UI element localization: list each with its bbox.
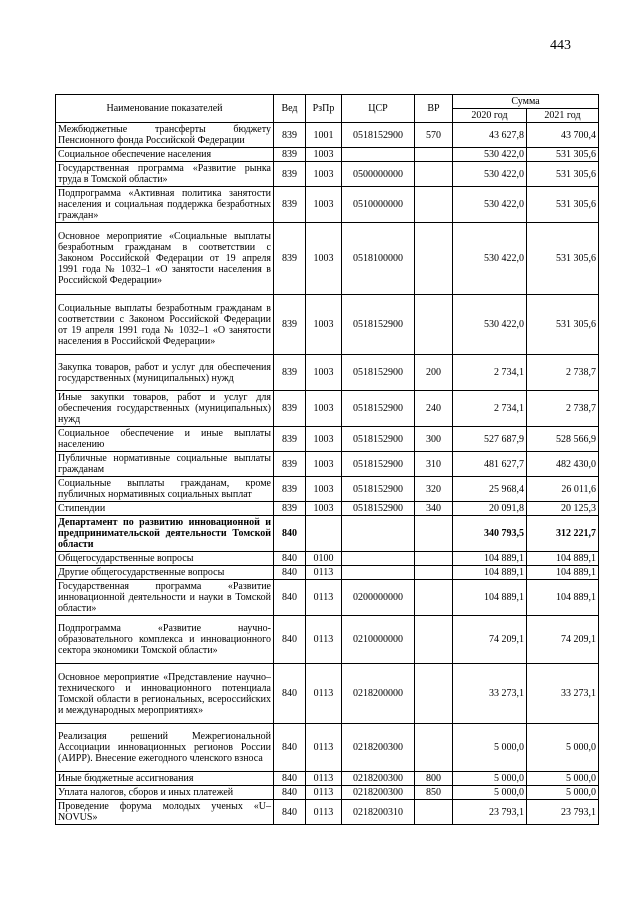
row-name: Социальное обеспечение и иные выплаты населению <box>56 427 274 452</box>
row-sum-2020: 2 734,1 <box>453 355 527 391</box>
row-sum-2020: 340 793,5 <box>453 516 527 552</box>
header-vr: ВР <box>415 95 453 123</box>
row-sum-2020: 481 627,7 <box>453 452 527 477</box>
row-ved: 840 <box>274 580 306 616</box>
row-ved: 840 <box>274 772 306 786</box>
row-ved: 839 <box>274 452 306 477</box>
row-sum-2020: 104 889,1 <box>453 566 527 580</box>
row-sum-2021: 20 125,3 <box>527 502 599 516</box>
row-name: Основное мероприятие «Представление научно–технического и инновационного потенциала Томской области в региональных, всероссийских и международных мероприятиях» <box>56 664 274 724</box>
table-row <box>56 516 599 552</box>
table-row <box>56 295 599 355</box>
row-vr <box>415 664 453 724</box>
row-rzpr: 1003 <box>306 148 342 162</box>
row-name: Стипендии <box>56 502 274 516</box>
row-csr <box>342 148 415 162</box>
row-rzpr: 1001 <box>306 123 342 148</box>
table-row <box>56 502 599 516</box>
row-csr: 0518152900 <box>342 355 415 391</box>
row-csr: 0218200300 <box>342 786 415 800</box>
row-sum-2020: 33 273,1 <box>453 664 527 724</box>
header-rzpr: РзПр <box>306 95 342 123</box>
row-sum-2021: 531 305,6 <box>527 148 599 162</box>
row-sum-2021: 104 889,1 <box>527 566 599 580</box>
row-name: Государственная программа «Развитие рынка труда в Томской области» <box>56 162 274 187</box>
row-rzpr: 1003 <box>306 477 342 502</box>
row-sum-2020: 43 627,8 <box>453 123 527 148</box>
table-row <box>56 187 599 223</box>
row-name: Другие общегосударственные вопросы <box>56 566 274 580</box>
table-row <box>56 427 599 452</box>
row-vr <box>415 800 453 825</box>
row-ved: 840 <box>274 566 306 580</box>
row-sum-2021: 104 889,1 <box>527 552 599 566</box>
row-sum-2020: 20 091,8 <box>453 502 527 516</box>
row-ved: 840 <box>274 800 306 825</box>
row-csr <box>342 552 415 566</box>
row-ved: 840 <box>274 786 306 800</box>
row-rzpr: 1003 <box>306 162 342 187</box>
row-sum-2020: 530 422,0 <box>453 223 527 295</box>
row-ved: 839 <box>274 502 306 516</box>
row-rzpr: 1003 <box>306 427 342 452</box>
row-sum-2021: 5 000,0 <box>527 724 599 772</box>
row-ved: 840 <box>274 616 306 664</box>
row-ved: 839 <box>274 162 306 187</box>
row-name: Департамент по развитию инновационной и предпринимательской деятельности Томской области <box>56 516 274 552</box>
row-csr: 0518152900 <box>342 295 415 355</box>
row-vr: 570 <box>415 123 453 148</box>
row-name: Иные бюджетные ассигнования <box>56 772 274 786</box>
row-rzpr: 0113 <box>306 724 342 772</box>
row-sum-2021: 528 566,9 <box>527 427 599 452</box>
row-csr: 0218200000 <box>342 664 415 724</box>
row-vr <box>415 552 453 566</box>
row-vr <box>415 580 453 616</box>
row-name: Государственная программа «Развитие инновационной деятельности и науки в Томской области» <box>56 580 274 616</box>
table-row <box>56 786 599 800</box>
row-rzpr: 1003 <box>306 187 342 223</box>
row-vr <box>415 162 453 187</box>
row-name: Межбюджетные трансферты бюджету Пенсионного фонда Российской Федерации <box>56 123 274 148</box>
row-vr <box>415 724 453 772</box>
table-row <box>56 123 599 148</box>
row-vr <box>415 187 453 223</box>
row-name: Основное мероприятие «Социальные выплаты безработным гражданам в соответствии с Законом Российской Федерации от 19 апреля 1991 года № 1032–1 «О занятости населения в Российской Федерации» <box>56 223 274 295</box>
row-rzpr: 0100 <box>306 552 342 566</box>
row-name: Социальное обеспечение населения <box>56 148 274 162</box>
row-ved: 839 <box>274 123 306 148</box>
table-row <box>56 148 599 162</box>
row-csr: 0210000000 <box>342 616 415 664</box>
row-sum-2020: 530 422,0 <box>453 187 527 223</box>
row-sum-2020: 74 209,1 <box>453 616 527 664</box>
row-vr <box>415 566 453 580</box>
row-name: Реализация решений Межрегиональной Ассоциации инновационных регионов России (АИРР). Внесение ежегодного членского взноса <box>56 724 274 772</box>
row-name: Публичные нормативные социальные выплаты гражданам <box>56 452 274 477</box>
row-ved: 839 <box>274 391 306 427</box>
row-name: Закупка товаров, работ и услуг для обеспечения государственных (муниципальных) нужд <box>56 355 274 391</box>
row-rzpr: 1003 <box>306 295 342 355</box>
header-csr: ЦСР <box>342 95 415 123</box>
row-vr: 200 <box>415 355 453 391</box>
row-name: Проведение форума молодых ученых «U–NOVUS» <box>56 800 274 825</box>
row-ved: 839 <box>274 477 306 502</box>
row-vr: 320 <box>415 477 453 502</box>
row-vr <box>415 516 453 552</box>
table-row <box>56 664 599 724</box>
table-row <box>56 477 599 502</box>
row-sum-2021: 43 700,4 <box>527 123 599 148</box>
table-row <box>56 355 599 391</box>
row-rzpr: 1003 <box>306 502 342 516</box>
row-sum-2021: 23 793,1 <box>527 800 599 825</box>
row-sum-2020: 104 889,1 <box>453 580 527 616</box>
table-header <box>56 95 599 123</box>
row-vr: 800 <box>415 772 453 786</box>
header-2020: 2020 год <box>453 109 527 123</box>
row-sum-2020: 530 422,0 <box>453 162 527 187</box>
row-rzpr: 1003 <box>306 223 342 295</box>
row-sum-2021: 33 273,1 <box>527 664 599 724</box>
table-row <box>56 452 599 477</box>
row-rzpr: 1003 <box>306 355 342 391</box>
table-body <box>56 123 599 825</box>
row-rzpr: 1003 <box>306 391 342 427</box>
table-row <box>56 566 599 580</box>
row-vr: 300 <box>415 427 453 452</box>
table-row <box>56 162 599 187</box>
row-csr: 0518152900 <box>342 427 415 452</box>
budget-table <box>55 94 599 825</box>
row-rzpr: 0113 <box>306 800 342 825</box>
row-name: Социальные выплаты безработным гражданам в соответствии с Законом Российской Федерации от 19 апреля 1991 года № 1032–1 «О занятости населения в Российской Федерации» <box>56 295 274 355</box>
row-sum-2020: 5 000,0 <box>453 724 527 772</box>
row-sum-2021: 5 000,0 <box>527 786 599 800</box>
row-csr: 0500000000 <box>342 162 415 187</box>
row-sum-2020: 5 000,0 <box>453 786 527 800</box>
row-sum-2020: 5 000,0 <box>453 772 527 786</box>
header-2021: 2021 год <box>527 109 599 123</box>
row-vr: 240 <box>415 391 453 427</box>
row-sum-2021: 482 430,0 <box>527 452 599 477</box>
table-row <box>56 616 599 664</box>
row-sum-2020: 104 889,1 <box>453 552 527 566</box>
row-sum-2021: 2 738,7 <box>527 355 599 391</box>
row-vr <box>415 295 453 355</box>
row-ved: 840 <box>274 516 306 552</box>
table-row <box>56 223 599 295</box>
table-row <box>56 724 599 772</box>
row-rzpr: 1003 <box>306 452 342 477</box>
row-sum-2021: 312 221,7 <box>527 516 599 552</box>
row-ved: 839 <box>274 355 306 391</box>
table-row <box>56 800 599 825</box>
header-name: Наименование показателей <box>56 95 274 123</box>
row-sum-2021: 531 305,6 <box>527 295 599 355</box>
header-ved: Вед <box>274 95 306 123</box>
row-sum-2020: 25 968,4 <box>453 477 527 502</box>
row-ved: 839 <box>274 223 306 295</box>
row-ved: 839 <box>274 148 306 162</box>
row-csr: 0218200300 <box>342 724 415 772</box>
row-ved: 839 <box>274 427 306 452</box>
row-csr <box>342 516 415 552</box>
row-sum-2020: 530 422,0 <box>453 148 527 162</box>
row-sum-2020: 530 422,0 <box>453 295 527 355</box>
row-ved: 840 <box>274 724 306 772</box>
row-rzpr: 0113 <box>306 664 342 724</box>
row-csr: 0518152900 <box>342 391 415 427</box>
row-rzpr: 0113 <box>306 580 342 616</box>
row-csr <box>342 566 415 580</box>
row-csr: 0218200310 <box>342 800 415 825</box>
row-vr: 340 <box>415 502 453 516</box>
row-sum-2020: 23 793,1 <box>453 800 527 825</box>
row-sum-2021: 531 305,6 <box>527 223 599 295</box>
row-vr: 310 <box>415 452 453 477</box>
row-name: Общегосударственные вопросы <box>56 552 274 566</box>
row-csr: 0518100000 <box>342 223 415 295</box>
row-csr: 0518152900 <box>342 477 415 502</box>
row-vr: 850 <box>415 786 453 800</box>
row-csr: 0218200300 <box>342 772 415 786</box>
row-ved: 839 <box>274 295 306 355</box>
row-name: Подпрограмма «Активная политика занятости населения и социальная поддержка безработных граждан» <box>56 187 274 223</box>
row-csr: 0518152900 <box>342 502 415 516</box>
header-sum: Сумма <box>453 95 599 109</box>
row-rzpr: 0113 <box>306 616 342 664</box>
table-row <box>56 580 599 616</box>
row-rzpr: 0113 <box>306 772 342 786</box>
row-rzpr <box>306 516 342 552</box>
row-sum-2021: 26 011,6 <box>527 477 599 502</box>
row-name: Социальные выплаты гражданам, кроме публичных нормативных социальных выплат <box>56 477 274 502</box>
row-name: Подпрограмма «Развитие научно-образовательного комплекса и инновационного сектора экономики Томской области» <box>56 616 274 664</box>
table-row <box>56 552 599 566</box>
row-csr: 0200000000 <box>342 580 415 616</box>
row-sum-2021: 74 209,1 <box>527 616 599 664</box>
row-sum-2021: 2 738,7 <box>527 391 599 427</box>
row-csr: 0510000000 <box>342 187 415 223</box>
row-ved: 840 <box>274 664 306 724</box>
row-ved: 840 <box>274 552 306 566</box>
row-sum-2021: 5 000,0 <box>527 772 599 786</box>
row-name: Уплата налогов, сборов и иных платежей <box>56 786 274 800</box>
row-sum-2021: 104 889,1 <box>527 580 599 616</box>
row-sum-2021: 531 305,6 <box>527 162 599 187</box>
row-csr: 0518152900 <box>342 123 415 148</box>
row-rzpr: 0113 <box>306 566 342 580</box>
row-sum-2021: 531 305,6 <box>527 187 599 223</box>
row-ved: 839 <box>274 187 306 223</box>
row-name: Иные закупки товаров, работ и услуг для обеспечения государственных (муниципальных) нужд <box>56 391 274 427</box>
table-row <box>56 391 599 427</box>
row-sum-2020: 527 687,9 <box>453 427 527 452</box>
row-vr <box>415 616 453 664</box>
row-rzpr: 0113 <box>306 786 342 800</box>
row-sum-2020: 2 734,1 <box>453 391 527 427</box>
row-csr: 0518152900 <box>342 452 415 477</box>
row-vr <box>415 223 453 295</box>
table-row <box>56 772 599 786</box>
page-number: 443 <box>550 38 571 53</box>
row-vr <box>415 148 453 162</box>
